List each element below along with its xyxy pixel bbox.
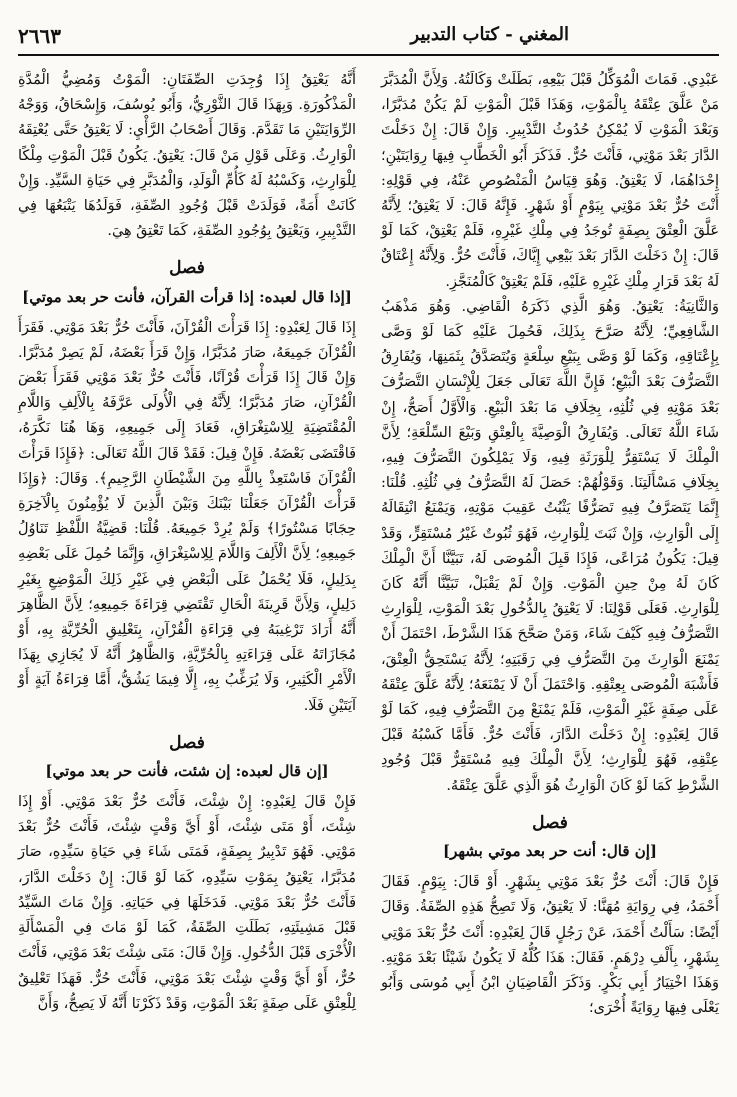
page-header: [18, 24, 719, 56]
paragraph: إِذَا قَالَ لِعَبْدِهِ: إِذَا قَرَأْتَ الْقُرْآنَ، فَأَنْتَ حُرٌّ بَعْدَ مَوْتِي. فَقَرَأَ الْقُرْآنَ جَمِيعَهُ، صَارَ مُدَبَّرًا، وَإِنْ قَرَأَ بَعْضَهُ، لَمْ يَصِرْ مُدَبَّرًا. وَإِنْ قَالَ إِذَا قَرَأْتَ قُرْآنًا، فَأَنْتَ حُرٌّ بَعْدَ مَوْتِي فَقَرَأَ بَعْضَ الْقُرْآنِ، صَارَ مُدَبَّرًا؛ لِأَنَّهُ فِي الْأُولَى عَرَّفَهُ بِالْأَلِفِ وَاللَّامِ الْمُقْتَضِيَةِ لِلِاسْتِغْرَاقِ، فَعَادَ إِلَى جَمِيعِهِ، وَهَا هُنَا نَكَّرَهُ، فَاقْتَضَى بَعْضَهُ. فَإِنْ قِيلَ: فَقَدْ قَالَ اللَّهُ تَعَالَى: ﴿فَإِذَا قَرَأْتَ الْقُرْآنَ فَاسْتَعِذْ بِاللَّهِ مِنَ الشَّيْطَانِ الرَّجِيمِ﴾. وَقَالَ: ﴿وَإِذَا قَرَأْتَ الْقُرْآنَ جَعَلْنَا بَيْنَكَ وَبَيْنَ الَّذِينَ لَا يُؤْمِنُونَ بِالْآخِرَةِ حِجَابًا مَسْتُورًا﴾ وَلَمْ يُرِدْ جَمِيعَهُ. قُلْنَا: قَضِيَّةُ اللَّفْظِ تَنَاوُلُ جَمِيعِهِ؛ لِأَنَّ الْأَلِفَ وَاللَّامَ لِلِاسْتِغْرَاقِ، وَإِنَّمَا حُمِلَ عَلَى بَعْضِهِ بِدَلِيلٍ، فَلَا يُحْمَلُ عَلَى الْبَعْضِ فِي غَيْرِ ذَلِكَ الْمَوْضِعِ بِغَيْرِ دَلِيلٍ، وَلِأَنَّ قَرِينَةَ الْحَالِ تَقْتَضِي قِرَاءَةَ جَمِيعِهِ؛ لِأَنَّ الظَّاهِرَ أَنَّهُ أَرَادَ تَرْغِيبَهُ فِي قِرَاءَةِ الْقُرْآنِ، بِتَعْلِيقِ الْحُرِّيَّةِ بِهِ، أَوْ مُجَازَاتَهُ عَلَى قِرَاءَتِهِ بِالْحُرِّيَّةِ، وَالظَّاهِرُ أَنَّهُ لَا يُجَازِي بِهَذَا الْأَمْرِ الْكَثِيرِ، وَلَا يُرَغِّبُ بِهِ، إِلَّا فِيمَا يَشُقُّ، أَمَّا قِرَاءَةُ آيَةٍ أَوْ آيَتَيْنِ فَلَا.: [18, 319, 356, 714]
running-title: المغني - كتاب التدبير: [410, 24, 569, 45]
section-heading: [إذا قال لعبده: إذا قرأت القرآن، فأنت حر بعد موتي]: [22, 287, 352, 306]
fasl-label: فصل: [169, 258, 205, 279]
paragraph: عَبْدِي. فَمَاتَ الْمُوَكِّلُ قَبْلَ بَيْعِهِ، بَطَلَتْ وَكَالَتُهُ. وَلِأَنَّ الْمُدَبَّرَ مَنْ عَلَّقَ عِتْقَهُ بِالْمَوْتِ، وَهَذَا قَبْلَ الْمَوْتِ لَمْ يَكُنْ مُدَبَّرًا، وَبَعْدَ الْمَوْتِ لَا يُمْكِنُ حُدُوثُ التَّدْبِيرِ. وَإِنْ قَالَ: إِنْ دَخَلْتَ الدَّارَ بَعْدَ مَوْتِي، فَأَنْتَ حُرٌّ. فَذَكَرَ أَبُو الْخَطَّابِ فِيهَا رِوَايَتَيْنِ؛ إِحْدَاهُمَا، لَا يَعْتِقُ. وَهُوَ قِيَاسُ الْمَنْصُوصِ عَنْهُ، فِي قَوْلِهِ: أَنْتَ حُرٌّ بَعْدَ مَوْتِي بِيَوْمٍ أَوْ شَهْرٍ. فَإِنَّهُ قَالَ: لَا يَعْتِقُ؛ لِأَنَّهُ عَلَّقَ الْعِتْقَ بِصِفَةٍ تُوجَدُ فِي مِلْكِ غَيْرِهِ، فَلَمْ يَعْتِقْ، كَمَا لَوْ قَالَ: إِنْ دَخَلْتَ الدَّارَ بَعْدَ بَيْعِي إِيَّاكَ، فَأَنْتَ حُرٌّ. وَلِأَنَّهُ إِعْتَاقٌ لَهُ بَعْدَ قَرَارِ مِلْكِ غَيْرِهِ عَلَيْهِ، فَلَمْ يَعْتِقْ كَالْمُنَجَّزِ.: [381, 72, 719, 290]
section-heading: [إن قال: أنت حر بعد موتي بشهر]: [443, 842, 657, 861]
fasl-label: فصل: [169, 732, 205, 753]
section-heading: [إن قال لعبده: إن شئت، فأنت حر بعد موتي]: [45, 762, 329, 781]
page-number: ٢٦٦٣: [18, 24, 61, 48]
fasl-label: فصل: [532, 812, 568, 833]
paragraph: فَإِنْ قَالَ لِعَبْدِهِ: إِنْ شِئْتَ، فَأَنْتَ حُرٌّ بَعْدَ مَوْتِي. أَوْ إِذَا شِئْتَ، أَوْ مَتَى شِئْتَ، أَوْ أَيَّ وَقْتٍ شِئْتَ، فَأَنْتَ حُرٌّ بَعْدَ مَوْتِي. فَهُوَ تَدْبِيرٌ بِصِفَةٍ، فَمَتَى شَاءَ فِي حَيَاةِ سَيِّدِهِ، صَارَ مُدَبَّرًا، يَعْتِقُ بِمَوْتِ سَيِّدِهِ، كَمَا لَوْ قَالَ: إِنْ دَخَلْتَ الدَّارَ، فَأَنْتَ حُرٌّ بَعْدَ مَوْتِي. فَدَخَلَهَا فِي حَيَاتِهِ. وَإِنْ مَاتَ السَّيِّدُ قَبْلَ مَشِيئَتِهِ، بَطَلَتِ الصِّفَةُ، كَمَا لَوْ مَاتَ فِي الْمَسْأَلَةِ الْأُخْرَى قَبْلَ الدُّخُولِ. وَإِنْ قَالَ: مَتَى شِئْتَ بَعْدَ مَوْتِي، فَأَنْتَ حُرٌّ، أَوْ أَيَّ وَقْتٍ شِئْتَ بَعْدَ مَوْتِي، فَأَنْتَ حُرٌّ. فَهَذَا تَعْلِيقٌ لِلْعِتْقِ عَلَى صِفَةٍ بَعْدَ الْمَوْتِ، وَقَدْ ذَكَرْنَا أَنَّهُ لَا يَصِحُّ، وَأَنَّ: [18, 794, 356, 1012]
right-column: [381, 68, 719, 1021]
left-column: [18, 68, 356, 1017]
paragraph: وَالثَّانِيَةُ: يَعْتِقُ. وَهُوَ الَّذِي ذَكَرَهُ الْقَاضِي. وَهُوَ مَذْهَبُ الشَّافِعِيِّ؛ لِأَنَّهُ صَرَّحَ بِذَلِكَ، فَحُمِلَ عَلَيْهِ كَمَا لَوْ وَصَّى بِإِعْتَاقِهِ، وَكَمَا لَوْ وَصَّى بِبَيْعِ سِلْعَةٍ وَيُتَصَدَّقُ بِثَمَنِهَا، وَيُفَارِقُ التَّصَرُّفَ بَعْدَ الْبَيْعِ؛ فَإِنَّ اللَّهَ تَعَالَى جَعَلَ لِلْإِنْسَانِ التَّصَرُّفَ بَعْدَ مَوْتِهِ فِي ثُلُثِهِ، بِخِلَافِ مَا بَعْدَ الْبَيْعِ. وَالْأَوَّلُ أَصَحُّ، إِنْ شَاءَ اللَّهُ تَعَالَى. وَيُفَارِقُ الْوَصِيَّةَ بِالْعِتْقِ وَبَيْعَ السِّلْعَةِ؛ لِأَنَّ الْمِلْكَ لَا يَسْتَقِرُّ لِلْوَرَثَةِ فِيهِ، وَلَا يَمْلِكُونَ التَّصَرُّفَ فِيهِ، بِخِلَافِ مَسْأَلَتِنَا. وَقَوْلُهُمْ: حَصَلَ لَهُ التَّصَرُّفُ فِي ثُلُثِهِ. قُلْنَا: إِنَّمَا يَتَصَرَّفُ فِيهِ تَصَرُّفًا يَثْبُتُ عَقِيبَ مَوْتِهِ، وَيَمْنَعُ انْتِقَالَهُ إِلَى الْوَارِثِ، وَإِنْ ثَبَتَ لِلْوَارِثِ، فَهُوَ ثُبُوتٌ غَيْرُ مُسْتَقِرٍّ، وَقَدْ قِيلَ: يَكُونُ مُرَاعًى، فَإِذَا قَبِلَ الْمُوصَى لَهُ، تَبَيَّنَّا أَنَّ الْمِلْكَ كَانَ لَهُ مِنْ حِينِ الْمَوْتِ. وَإِنْ لَمْ يَقْبَلْ، تَبَيَّنَّا أَنَّهُ كَانَ لِلْوَارِثِ. فَعَلَى قَوْلِنَا: لَا يَعْتِقُ بِالدُّخُولِ بَعْدَ الْمَوْتِ، لِلْوَارِثِ التَّصَرُّفُ فِيهِ كَيْفَ شَاءَ، وَمَنْ صَحَّحَ هَذَا الشَّرْطَ، احْتَمَلَ أَنْ يَمْنَعَ الْوَارِثَ مِنَ التَّصَرُّفِ فِي رَقَبَتِهِ؛ لِأَنَّهُ يَسْتَحِقُّ الْعِتْقَ، فَأَشْبَهَ الْمُوصَى بِعِتْقِهِ. وَاحْتَمَلَ أَنْ لَا يَمْنَعَهُ؛ لِأَنَّهُ عَلَّقَ عِتْقَهُ عَلَى صِفَةٍ غَيْرِ الْمَوْتِ، فَلَمْ يَمْنَعْ مِنَ التَّصَرُّفِ فِيهِ، كَمَا لَوْ قَالَ لِعَبْدِهِ: إِنْ دَخَلْتَ الدَّارَ، فَأَنْتَ حُرٌّ. فَأَمَّا كَسْبُهُ قَبْلَ عِتْقِهِ، فَهُوَ لِلْوَارِثِ؛ لِأَنَّ الْمِلْكَ فِيهِ مُسْتَقِرٌّ قَبْلَ وُجُودِ الشَّرْطِ كَمَا لَوْ كَانَ الْوَارِثُ هُوَ الَّذِي عَلَّقَ عِتْقَهُ.: [381, 298, 719, 794]
paragraph: فَإِنْ قَالَ: أَنْتَ حُرٌّ بَعْدَ مَوْتِي بِشَهْرٍ. أَوْ قَالَ: بِيَوْمٍ. فَقَالَ أَحْمَدُ، فِي رِوَايَةِ مُهَنَّا: لَا يَعْتِقُ، وَلَا تَصِحُّ هَذِهِ الصِّفَةُ. وَقَالَ أَيْضًا: سَأَلْتُ أَحْمَدَ، عَنْ رَجُلٍ قَالَ لِعَبْدِهِ: أَنْتَ حُرٌّ بَعْدَ مَوْتِي بِشَهْرٍ، بِأَلْفِ دِرْهَمٍ. فَقَالَ: هَذَا كُلُّهُ لَا يَكُونُ شَيْئًا بَعْدَ مَوْتِهِ. وَهَذَا اخْتِيَارُ أَبِي بَكْرٍ. وَذَكَرَ الْقَاضِيَانِ ابْنُ أَبِي مُوسَى وَأَبُو يَعْلَى فِيهَا رِوَايَةً أُخْرَى؛: [381, 874, 719, 1017]
paragraph: أَنَّهُ يَعْتِقُ إِذَا وُجِدَتِ الصِّفَتَانِ: الْمَوْتُ وَمُضِيُّ الْمُدَّةِ الْمَذْكُورَةِ. وَبِهَذَا قَالَ الثَّوْرِيُّ، وَأَبُو يُوسُفَ، وَإِسْحَاقُ، وَوَجْهُ الرِّوَايَتَيْنِ مَا تَقَدَّمَ. وَقَالَ أَصْحَابُ الرَّأْيِ: لَا يَعْتِقُ حَتَّى يُعْتِقَهُ الْوَارِثُ. وَعَلَى قَوْلِ مَنْ قَالَ: يَعْتِقُ. يَكُونُ قَبْلَ الْمَوْتِ مِلْكًا لِلْوَارِثِ، وَكَسْبُهُ لَهُ كَأُمِّ الْوَلَدِ، وَالْمُدَبَّرِ فِي حَيَاةِ السَّيِّدِ. وَإِنْ كَانَتْ أَمَةً، فَوَلَدَتْ قَبْلَ وُجُودِ الصِّفَةِ، فَوَلَدُهَا يَتْبَعُهَا فِي التَّدْبِيرِ، وَيَعْتِقُ بِوُجُودِ الصِّفَةِ، كَمَا تَعْتِقُ هِيَ.: [18, 72, 356, 240]
